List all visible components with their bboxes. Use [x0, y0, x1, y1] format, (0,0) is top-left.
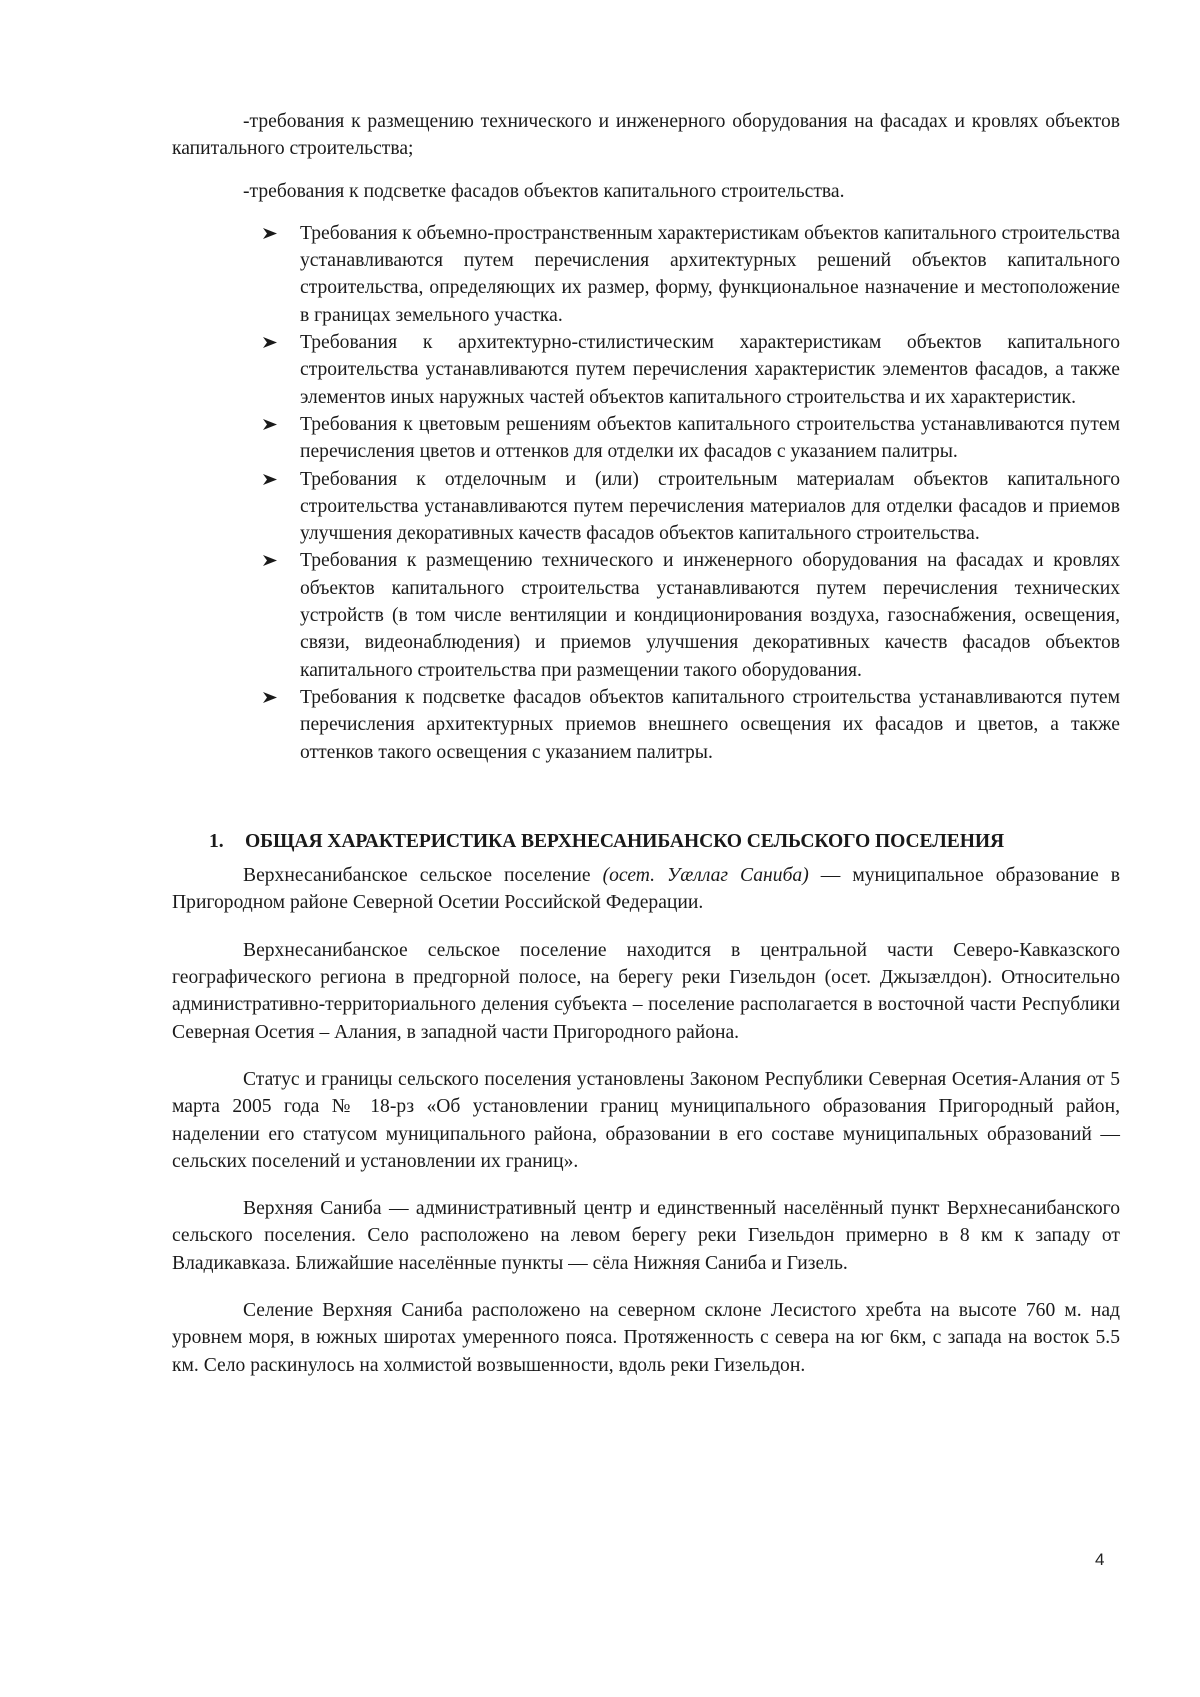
spacer: [172, 917, 1120, 937]
list-item: [300, 411, 1120, 466]
arrow-bullet-icon: [262, 329, 282, 349]
list-item: [300, 547, 1120, 683]
paragraph: Верхнесанибанское сельское поселение находится в центральной части Северо-Кавказского географического региона в предгорной полосе, на берегу реки Гизельдон (осет. Джызæлдон). Относительно административно-территориального деления субъекта – поселение располагается в восточной части Республики Северная Осетия – Алания, в западной части Пригородного района.: [172, 939, 1120, 1043]
list-item-text: Требования к объемно-пространственным характеристикам объектов капитального строительства устанавливаются путем перечисления архитектурных решений объектов капитального строительства, определяющих их размер, форму, функциональное назначение и местоположение в границах земельного участка.: [300, 222, 1120, 326]
paragraph: Верхняя Саниба — административный центр и единственный населённый пункт Верхнесанибанского сельского поселения. Село расположено на левом берегу реки Гизельдон примерно в 8 км к западу от Владикавказа. Ближайшие населённые пункты — сёла Нижняя Саниба и Гизель.: [172, 1198, 1120, 1274]
spacer: [172, 1046, 1120, 1066]
section-heading: [172, 828, 1120, 855]
list-item: [300, 684, 1120, 766]
arrow-bullet-icon: [262, 466, 282, 486]
intro-line-2: -требования к подсветке фасадов объектов капитального строительства.: [243, 180, 845, 202]
paragraph-text: — муниципальное образование в Пригородном районе Северной Осетии Российской Федерации.: [172, 865, 1121, 914]
paragraph: [172, 862, 1120, 917]
spacer: [172, 766, 1120, 828]
spacer: [172, 1277, 1120, 1297]
spacer: [172, 1175, 1120, 1195]
list-item-text: Требования к отделочным и (или) строительным материалам объектов капитального строительства устанавливаются путем перечисления материалов для отделки фасадов и приемов улучшения декоративных качеств фасадов объектов капитального строительства.: [300, 468, 1120, 545]
arrow-bullet-icon: [262, 547, 282, 567]
page-number: 4: [1095, 1550, 1105, 1569]
intro-line-1: -требования к размещению технического и инженерного оборудования на фасадах и кровлях объектов капитального строительства;: [172, 111, 1120, 160]
document-page: [172, 108, 1120, 1379]
spacer: [172, 205, 1120, 220]
paragraph: Статус и границы сельского поселения установлены Законом Республики Северная Осетия-Алания от 5 марта 2005 года № 18-рз «Об установлении границ муниципального образования Пригородный район, наделении его статусом муниципального района, образовании в его составе муниципальных образований — сельских поселений и установлении их границ».: [172, 1068, 1120, 1172]
spacer: [172, 855, 1120, 862]
spacer: [172, 163, 1120, 178]
section-title: ОБЩАЯ ХАРАКТЕРИСТИКА ВЕРХНЕСАНИБАНСКО СЕЛЬСКОГО ПОСЕЛЕНИЯ: [245, 830, 1005, 852]
arrow-bullet-icon: [262, 220, 282, 240]
paragraph: Селение Верхняя Саниба расположено на северном склоне Лесистого хребта на высоте 760 м. над уровнем моря, в южных широтах умеренного пояса. Протяженность с севера на юг 6км, с запада на восток 5.5 км. Село раскинулось на холмистой возвышенности, вдоль реки Гизельдон.: [172, 1299, 1120, 1376]
list-item-text: Требования к цветовым решениям объектов капитального строительства устанавливаются путем перечисления цветов и оттенков для отделки их фасадов с указанием палитры.: [300, 413, 1120, 463]
arrow-bullet-icon: [262, 684, 282, 704]
list-item: [300, 466, 1120, 548]
ossetian-name: (осет. Уæллаг Саниба): [602, 865, 809, 887]
list-item-text: Требования к размещению технического и инженерного оборудования на фасадах и кровлях объектов капитального строительства устанавливаются путем перечисления технических устройств (в том числе вентиляции и кондиционирования воздуха, газоснабжения, освещения, связи, видеонаблюдения) и приемов улучшения декоративных качеств фасадов объектов капитального строительства при размещении такого оборудования.: [300, 550, 1120, 681]
requirements-list: [172, 220, 1120, 766]
list-item-text: Требования к подсветке фасадов объектов капитального строительства устанавливаются путем перечисления архитектурных приемов внешнего освещения их фасадов и цветов, а также оттенков такого освещения с указанием палитры.: [300, 686, 1120, 763]
paragraph-text: Верхнесанибанское сельское поселение: [243, 865, 603, 887]
arrow-bullet-icon: [262, 411, 282, 431]
list-item: [300, 329, 1120, 411]
list-item: [300, 220, 1120, 329]
section-number: 1.: [209, 830, 224, 852]
list-item-text: Требования к архитектурно-стилистическим характеристикам объектов капитального строительства устанавливаются путем перечисления характеристик элементов фасадов, а также элементов иных наружных частей объектов капитального строительства и их характеристик.: [300, 332, 1120, 408]
